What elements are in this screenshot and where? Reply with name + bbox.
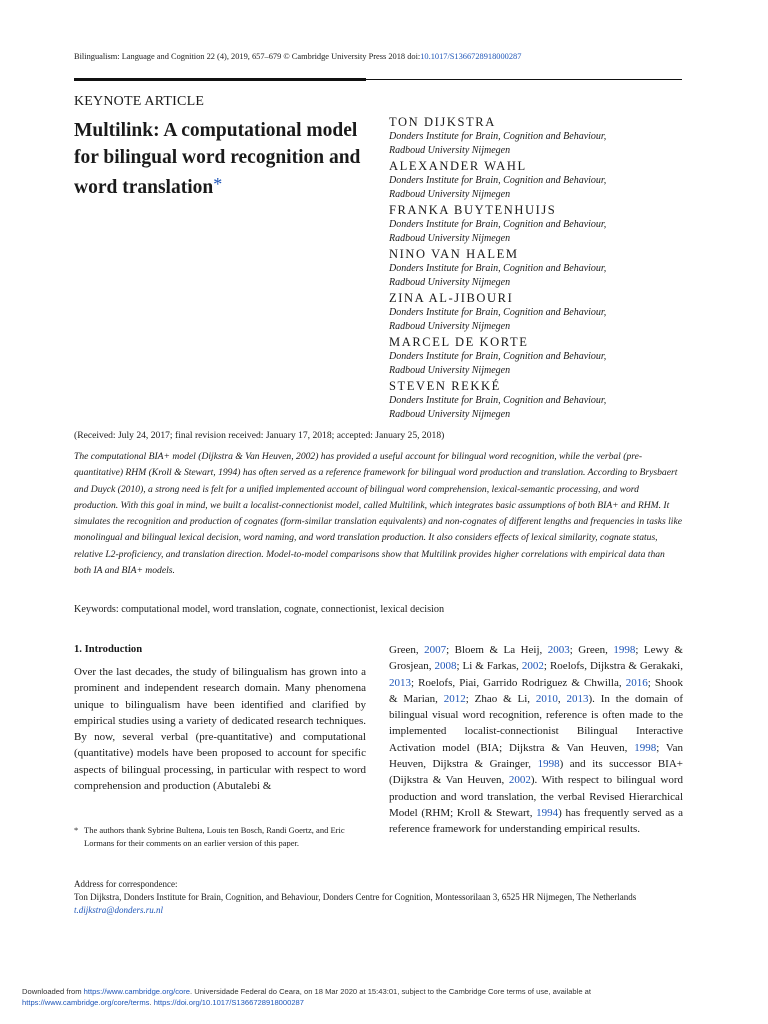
body-text: ,: [557, 692, 567, 705]
keywords: Keywords: computational model, word translation, cognate, connectionist, lexical decision: [74, 604, 445, 615]
author-affiliation: Donders Institute for Brain, Cognition and Behaviour,: [389, 219, 607, 230]
footnote-mark: *: [74, 825, 79, 835]
author-affiliation: Radboud University Nijmegen: [389, 233, 511, 244]
article-type-label: KEYNOTE ARTICLE: [74, 94, 205, 109]
body-text: ). With respect to bilingual word production and word translation, the verbal Revised Hierarchical Model (RHM; Kroll & Stewart,: [389, 774, 683, 819]
author-entry: [389, 290, 689, 334]
author-name: STEVEN REKKÉ: [389, 379, 501, 393]
citation-link[interactable]: 2016: [625, 676, 648, 689]
body-text: ; Bloem & La Heij,: [446, 644, 548, 656]
author-list: [389, 114, 689, 422]
citation-link[interactable]: 2012: [443, 692, 466, 705]
footnote-text: The authors thank Sybrine Bultena, Louis ten Bosch, Randi Goertz, and Eric Lormans for their comments on an earlier version of this paper.: [84, 825, 345, 848]
header-rule-thick: [74, 78, 366, 81]
journal-citation: Bilingualism: Language and Cognition 22 (4), 2019, 657–679 © Cambridge University Press 2018 doi:: [74, 52, 421, 61]
citation-link[interactable]: 2002: [508, 774, 531, 787]
author-name: ALEXANDER WAHL: [389, 159, 527, 173]
citation-link[interactable]: 1994: [536, 806, 559, 819]
title-footnote-link[interactable]: *: [213, 174, 223, 194]
author-affiliation: Donders Institute for Brain, Cognition and Behaviour,: [389, 131, 607, 142]
body-text: ; Lewy & Grosjean,: [389, 644, 683, 673]
abstract: The computational BIA+ model (Dijkstra & Van Heuven, 2002) has provided a useful account for bilingual word recognition, while the verbal (pre-quantitative) RHM (Kroll & Stewart, 1994) has often served as a reference framework for bilingual word production and translation. According to Brysbaert and Duyck (2010), a strong need is felt for a unified implemented account of bilingual word comprehension, lexical-semantic processing, and word production. With this goal in mind, we built a localist-connectionist model, called Multilink, which integrates basic assumptions of both BIA+ and RHM. It simulates the recognition and production of cognates (form-similar translation equivalents) and non-cognates of different lengths and frequencies in tasks like monolingual and bilingual lexical decision, word naming, and word translation production. It also considers effects of lexical similarity, cognate status, relative L2-proficiency, and translation direction. Model-to-model comparisons show that Multilink provides higher correlations with empirical data than both IA and BIA+ models.: [74, 451, 682, 577]
author-entry: [389, 114, 689, 158]
body-text: ) has frequently served as a reference framework for understanding empirical results.: [389, 806, 683, 836]
author-affiliation: Donders Institute for Brain, Cognition and Behaviour,: [389, 395, 607, 406]
title-text: Multilink: A computational model for bilingual word recognition and word translation: [74, 120, 361, 198]
download-middle: . Universidade Federal do Ceara, on 18 Mar 2020 at 15:43:01, subject to the Cambridge Core terms of use, available at: [190, 987, 592, 996]
citation-link[interactable]: 2013: [389, 676, 411, 689]
intro-paragraph-left: Over the last decades, the study of bilingualism has grown into a prominent and independent research domain. Many phenomena unique to bilingualism have been identified and clarified by empirical studies using a variety of dedicated research techniques. By now, several verbal (pre-quantitative) and computational (quantitative) models have been proposed to account for specific aspects of bilingual processing, in particular with respect to word comprehension and production (Abutalebi &: [74, 666, 366, 793]
header-rule-thin: [366, 79, 682, 80]
body-text: ). In the domain of bilingual visual word recognition, reference is often made to the implemented localist-connectionist Bilingual Interactive Activation model (BIA; Dijkstra & Van Heuven,: [389, 692, 683, 754]
doi-url-link[interactable]: https://doi.org/10.1017/S1366728918000287: [153, 998, 305, 1007]
terms-link[interactable]: https://www.cambridge.org/core/terms: [22, 998, 150, 1007]
download-notice: [22, 986, 746, 1008]
body-text: ; Li & Farkas,: [456, 660, 522, 673]
author-entry: [389, 334, 689, 378]
author-affiliation: Donders Institute for Brain, Cognition and Behaviour,: [389, 175, 607, 186]
address-label: Address for correspondence:: [74, 879, 178, 889]
section-heading: 1. Introduction: [74, 644, 143, 655]
download-sep: .: [149, 998, 154, 1007]
author-entry: [389, 158, 689, 202]
acknowledgement-footnote: [74, 824, 366, 849]
body-text: ; Zhao & Li,: [465, 692, 536, 705]
body-text: Green,: [389, 644, 425, 656]
body-text: ) and its successor BIA+ (Dijkstra & Van Heuven,: [389, 758, 683, 787]
citation-link[interactable]: 2013: [566, 692, 589, 705]
download-prefix: Downloaded from: [22, 987, 84, 996]
citation-link[interactable]: 2003: [547, 644, 570, 656]
author-name: MARCEL DE KORTE: [389, 335, 529, 349]
author-affiliation: Radboud University Nijmegen: [389, 145, 511, 156]
citation-link[interactable]: 1998: [613, 644, 636, 656]
citation-link[interactable]: 2002: [521, 660, 544, 673]
author-affiliation: Radboud University Nijmegen: [389, 321, 511, 332]
author-affiliation: Radboud University Nijmegen: [389, 365, 511, 376]
cambridge-core-link[interactable]: https://www.cambridge.org/core: [83, 987, 190, 996]
received-dates: (Received: July 24, 2017; final revision received: January 17, 2018; accepted: January 25, 2018): [74, 430, 445, 441]
author-name: NINO VAN HALEM: [389, 247, 519, 261]
citation-link[interactable]: 2007: [424, 644, 447, 656]
author-affiliation: Donders Institute for Brain, Cognition and Behaviour,: [389, 307, 607, 318]
author-affiliation: Donders Institute for Brain, Cognition and Behaviour,: [389, 351, 607, 362]
author-affiliation: Radboud University Nijmegen: [389, 189, 511, 200]
article-title: [74, 117, 364, 201]
author-name: FRANKA BUYTENHUIJS: [389, 203, 557, 217]
correspondence-address: [74, 878, 684, 916]
citation-link[interactable]: 1998: [634, 741, 657, 754]
citation-link[interactable]: 2010: [535, 692, 558, 705]
author-affiliation: Radboud University Nijmegen: [389, 409, 511, 420]
author-name: TON DIJKSTRA: [389, 115, 496, 129]
email-link[interactable]: t.dijkstra@donders.ru.nl: [74, 904, 164, 915]
citation-link[interactable]: 1998: [537, 758, 560, 771]
author-affiliation: Donders Institute for Brain, Cognition and Behaviour,: [389, 263, 607, 274]
citation-link[interactable]: 2008: [434, 660, 457, 673]
author-affiliation: Radboud University Nijmegen: [389, 277, 511, 288]
author-name: ZINA AL-JIBOURI: [389, 291, 514, 305]
doi-link[interactable]: 10.1017/S1366728918000287: [420, 52, 522, 61]
address-text: Ton Dijkstra, Donders Institute for Brain, Cognition, and Behaviour, Donders Centre for Cognition, Montessorilaan 3, 6525 HR Nijmegen, The Netherlands: [74, 891, 637, 902]
body-text: ; Shook & Marian,: [389, 676, 683, 705]
author-entry: [389, 202, 689, 246]
journal-header: [74, 52, 521, 61]
body-text: ; Roelofs, Dijkstra & Gerakaki,: [543, 660, 683, 673]
author-entry: [389, 246, 689, 290]
intro-paragraph-right: [389, 642, 683, 838]
body-text: ; Green,: [569, 644, 614, 656]
author-entry: [389, 378, 689, 422]
body-text: ; Roelofs, Piai, Garrido Rodriguez & Chwilla,: [411, 676, 626, 689]
body-text: ; Van Heuven, Dijkstra & Grainger,: [389, 741, 684, 771]
